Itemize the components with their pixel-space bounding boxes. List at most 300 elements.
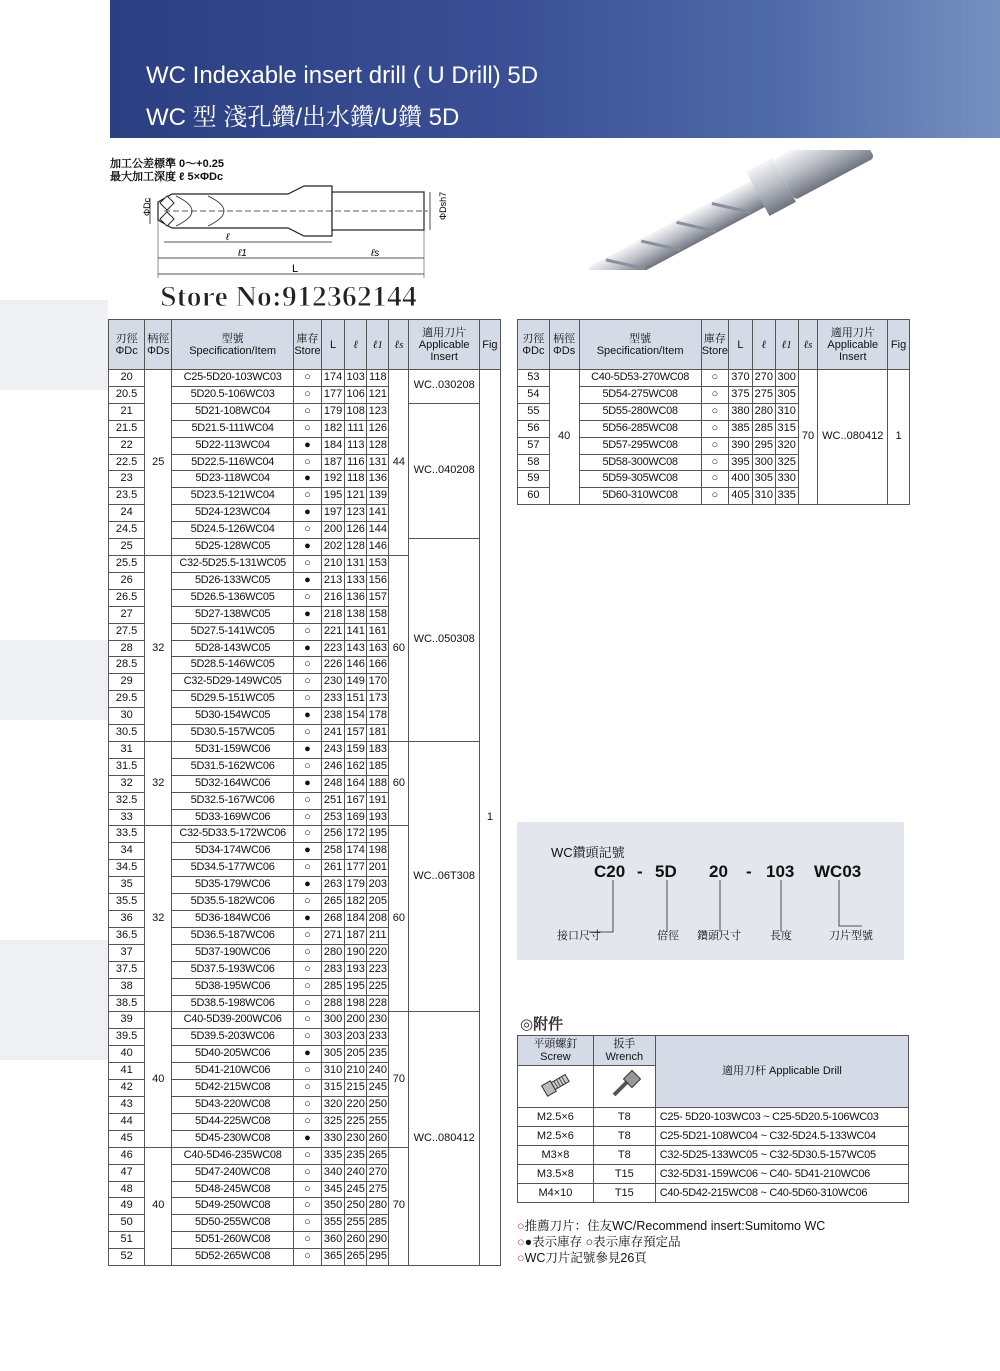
cell-l: 128 (345, 539, 367, 556)
cell-l1: 205 (367, 894, 389, 911)
cell-spec: 5D21-108WC04 (172, 403, 294, 420)
cell-dc: 26.5 (109, 589, 145, 606)
header-L: L (322, 320, 345, 370)
cell-L: 223 (322, 640, 345, 657)
background-stripe (0, 300, 108, 390)
spec-table-right (517, 319, 910, 505)
cell-L: 340 (322, 1164, 345, 1181)
cell-l: 136 (345, 589, 367, 606)
cell-dc: 31.5 (109, 758, 145, 775)
cell-l: 255 (345, 1215, 367, 1232)
cell-L: 265 (322, 894, 345, 911)
cell-spec: 5D21.5-111WC04 (172, 420, 294, 437)
cell-dc: 44 (109, 1113, 145, 1130)
cell-ds: 40 (549, 370, 579, 505)
cell-dc: 54 (518, 386, 550, 403)
cell-ds: 40 (145, 1147, 172, 1265)
cell-spec: 5D49-250WC08 (172, 1198, 294, 1215)
code-part-interface: C20 (594, 862, 626, 881)
header-applicable-drill: 適用刀杆 Applicable Drill (655, 1036, 908, 1108)
cell-l: 203 (345, 1029, 367, 1046)
cell-drill-range: C32-5D25-133WC05 ~ C32-5D30.5-157WC05 (655, 1146, 908, 1165)
cell-L: 305 (322, 1046, 345, 1063)
cell-l: 154 (345, 708, 367, 725)
cell-spec: 5D26.5-136WC05 (172, 589, 294, 606)
cell-spec: 5D48-245WC08 (172, 1181, 294, 1198)
cell-spec: 5D28-143WC05 (172, 640, 294, 657)
cell-dc: 22 (109, 437, 145, 454)
cell-L: 187 (322, 454, 345, 471)
accessory-row (518, 1127, 909, 1146)
cell-store: ○ (701, 454, 728, 471)
cell-l: 111 (345, 420, 367, 437)
cell-l1: 320 (775, 437, 798, 454)
cell-store: ○ (293, 386, 321, 403)
cell-l: 245 (345, 1181, 367, 1198)
table-header-row (518, 320, 910, 370)
header-fig: Fig (888, 320, 910, 370)
cell-store: ○ (293, 1080, 321, 1097)
table-header-row (109, 320, 501, 370)
cell-spec: 5D32-164WC06 (172, 775, 294, 792)
cell-spec: 5D23.5-121WC04 (172, 488, 294, 505)
cell-screw: M3×8 (518, 1146, 594, 1165)
cell-l: 118 (345, 471, 367, 488)
cell-spec: 5D44-225WC08 (172, 1113, 294, 1130)
cell-screw: M4×10 (518, 1184, 594, 1203)
cell-L: 177 (322, 386, 345, 403)
cell-l1: 170 (367, 674, 389, 691)
cell-dc: 35 (109, 877, 145, 894)
cell-L: 350 (322, 1198, 345, 1215)
cell-L: 238 (322, 708, 345, 725)
cell-store: ● (293, 1130, 321, 1147)
cell-store: ○ (293, 995, 321, 1012)
cell-l1: 141 (367, 505, 389, 522)
cell-L: 216 (322, 589, 345, 606)
cell-dc: 40 (109, 1046, 145, 1063)
screw-icon (535, 1069, 575, 1101)
cell-store: ○ (293, 1249, 321, 1266)
cell-spec: 5D37.5-193WC06 (172, 961, 294, 978)
cell-l: 149 (345, 674, 367, 691)
table-row (109, 741, 501, 758)
cell-l1: 255 (367, 1113, 389, 1130)
cell-l: 151 (345, 691, 367, 708)
cell-spec: 5D31-159WC06 (172, 741, 294, 758)
cell-l: 131 (345, 555, 367, 572)
cell-ds: 32 (145, 826, 172, 1012)
cell-dc: 38.5 (109, 995, 145, 1012)
label-l: ℓ (226, 232, 230, 243)
cell-spec: 5D55-280WC08 (579, 403, 701, 420)
code-part-insert: WC03 (814, 862, 862, 881)
cell-dc: 24 (109, 505, 145, 522)
cell-L: 330 (322, 1130, 345, 1147)
cell-store: ○ (701, 488, 728, 505)
cell-ls: 44 (389, 370, 409, 556)
cell-l: 305 (752, 471, 775, 488)
cell-spec: 5D24.5-126WC04 (172, 522, 294, 539)
cell-L: 268 (322, 911, 345, 928)
cell-spec: 5D27-138WC05 (172, 606, 294, 623)
cell-spec: 5D31.5-162WC06 (172, 758, 294, 775)
cell-dc: 26 (109, 572, 145, 589)
cell-l1: 275 (367, 1181, 389, 1198)
cell-l: 138 (345, 606, 367, 623)
cell-dc: 45 (109, 1130, 145, 1147)
cell-spec: 5D27.5-141WC05 (172, 623, 294, 640)
cell-spec: 5D33-169WC06 (172, 809, 294, 826)
cell-l1: 295 (367, 1249, 389, 1266)
cell-store: ○ (701, 386, 728, 403)
cell-spec: 5D22-113WC04 (172, 437, 294, 454)
cell-spec: 5D36.5-187WC06 (172, 927, 294, 944)
cell-dc: 21 (109, 403, 145, 420)
cell-l1: 280 (367, 1198, 389, 1215)
cell-l: 225 (345, 1113, 367, 1130)
cell-l: 280 (752, 403, 775, 420)
note-stock: ○●表示庫存 ○表示庫存預定品 (517, 1235, 681, 1249)
cell-L: 251 (322, 792, 345, 809)
cell-l1: 126 (367, 420, 389, 437)
cell-store: ● (293, 877, 321, 894)
cell-L: 355 (322, 1215, 345, 1232)
accessory-row (518, 1146, 909, 1165)
cell-l: 240 (345, 1164, 367, 1181)
cell-dc: 31 (109, 741, 145, 758)
cell-L: 253 (322, 809, 345, 826)
cell-drill-range: C25- 5D20-103WC03 ~ C25-5D20.5-106WC03 (655, 1108, 908, 1127)
cell-l1: 250 (367, 1096, 389, 1113)
cell-L: 195 (322, 488, 345, 505)
cell-store: ○ (293, 792, 321, 809)
cell-store: ● (293, 471, 321, 488)
cell-L: 375 (729, 386, 753, 403)
cell-ds: 32 (145, 741, 172, 826)
header-ls: ℓs (389, 320, 409, 370)
header-l1: ℓ1 (775, 320, 798, 370)
cell-L: 370 (729, 370, 753, 387)
cell-l1: 181 (367, 725, 389, 742)
cell-l1: 225 (367, 978, 389, 995)
cell-l: 159 (345, 741, 367, 758)
cell-l: 121 (345, 488, 367, 505)
cell-l: 215 (345, 1080, 367, 1097)
cell-l1: 163 (367, 640, 389, 657)
cell-store: ○ (293, 691, 321, 708)
cell-screw: M2.5×6 (518, 1108, 594, 1127)
header-spec: 型號 Specification/Item (172, 320, 294, 370)
cell-dc: 42 (109, 1080, 145, 1097)
cell-store: ○ (701, 437, 728, 454)
cell-L: 390 (729, 437, 753, 454)
cell-l1: 161 (367, 623, 389, 640)
spec-table-left (108, 319, 501, 1266)
header-L: L (729, 320, 753, 370)
cell-dc: 27.5 (109, 623, 145, 640)
cell-L: 218 (322, 606, 345, 623)
cell-store: ● (293, 775, 321, 792)
code-label-size: 鑽頭尺寸 (697, 930, 741, 942)
cell-spec: 5D39.5-203WC06 (172, 1029, 294, 1046)
cell-drill-range: C32-5D31-159WC06 ~ C40- 5D41-210WC06 (655, 1165, 908, 1184)
cell-l: 172 (345, 826, 367, 843)
cell-fig: 1 (888, 370, 910, 505)
cell-wrench: T8 (593, 1127, 655, 1146)
cell-l: 182 (345, 894, 367, 911)
cell-spec: 5D50-255WC08 (172, 1215, 294, 1232)
cell-l1: 260 (367, 1130, 389, 1147)
cell-ls: 60 (389, 826, 409, 1012)
code-label-length: 長度 (770, 930, 792, 942)
cell-store: ○ (293, 1215, 321, 1232)
cell-store: ○ (293, 1063, 321, 1080)
cell-l: 174 (345, 843, 367, 860)
cell-insert: WC..050308 (409, 539, 479, 742)
cell-store: ○ (293, 809, 321, 826)
store-watermark: Store No:912362144 (160, 280, 417, 313)
cell-l1: 285 (367, 1215, 389, 1232)
cell-L: 395 (729, 454, 753, 471)
cell-l1: 158 (367, 606, 389, 623)
background-stripe (0, 940, 108, 1060)
cell-spec: 5D57-295WC08 (579, 437, 701, 454)
cell-dc: 22.5 (109, 454, 145, 471)
cell-store: ○ (701, 403, 728, 420)
cell-L: 184 (322, 437, 345, 454)
notes (517, 1218, 825, 1266)
header-insert: 適用刀片 Applicable Insert (409, 320, 479, 370)
cell-dc: 39 (109, 1012, 145, 1029)
cell-store: ○ (293, 826, 321, 843)
cell-l: 179 (345, 877, 367, 894)
cell-dc: 56 (518, 420, 550, 437)
cell-l1: 157 (367, 589, 389, 606)
cell-dc: 28 (109, 640, 145, 657)
cell-store: ● (293, 539, 321, 556)
cell-wrench: T8 (593, 1146, 655, 1165)
cell-L: 174 (322, 370, 345, 387)
cell-l1: 185 (367, 758, 389, 775)
table-row (109, 370, 501, 387)
header-dc: 刃徑 ΦDc (518, 320, 550, 370)
cell-l: 162 (345, 758, 367, 775)
cell-l1: 233 (367, 1029, 389, 1046)
cell-l: 187 (345, 927, 367, 944)
cell-l1: 240 (367, 1063, 389, 1080)
cell-l1: 136 (367, 471, 389, 488)
cell-spec: 5D22.5-116WC04 (172, 454, 294, 471)
cell-insert: WC..030208 (409, 370, 479, 404)
cell-dc: 52 (109, 1249, 145, 1266)
cell-store: ○ (293, 420, 321, 437)
accessories-table (517, 1035, 909, 1203)
cell-screw: M2.5×6 (518, 1127, 594, 1146)
cell-store: ○ (293, 1096, 321, 1113)
cell-store: ● (293, 505, 321, 522)
cell-ds: 25 (145, 370, 172, 556)
cell-spec: C40-5D53-270WC08 (579, 370, 701, 387)
table-row (518, 370, 910, 387)
header-fig: Fig (479, 320, 500, 370)
cell-store: ● (293, 606, 321, 623)
label-l1: ℓ1 (238, 248, 247, 259)
cell-l: 260 (345, 1232, 367, 1249)
code-part-ratio: 5D (655, 862, 677, 881)
header-store: 庫存 Store (293, 320, 321, 370)
cell-spec: 5D35-179WC06 (172, 877, 294, 894)
cell-L: 365 (322, 1249, 345, 1266)
cell-dc: 24.5 (109, 522, 145, 539)
cell-L: 335 (322, 1147, 345, 1164)
cell-dc: 32 (109, 775, 145, 792)
cell-L: 263 (322, 877, 345, 894)
cell-dc: 51 (109, 1232, 145, 1249)
code-part-dash: - (746, 862, 752, 881)
cell-spec: 5D38-195WC06 (172, 978, 294, 995)
cell-L: 405 (729, 488, 753, 505)
header-banner (110, 0, 1000, 138)
cell-L: 315 (322, 1080, 345, 1097)
cell-L: 226 (322, 657, 345, 674)
cell-dc: 21.5 (109, 420, 145, 437)
cell-ds: 40 (145, 1012, 172, 1147)
cell-store: ● (293, 708, 321, 725)
cell-l: 200 (345, 1012, 367, 1029)
cell-store: ○ (701, 370, 728, 387)
cell-dc: 55 (518, 403, 550, 420)
cell-l1: 193 (367, 809, 389, 826)
cell-l1: 335 (775, 488, 798, 505)
cell-store: ● (293, 1046, 321, 1063)
cell-drill-range: C40-5D42-215WC08 ~ C40-5D60-310WC06 (655, 1184, 908, 1203)
cell-L: 182 (322, 420, 345, 437)
cell-l: 126 (345, 522, 367, 539)
cell-l1: 203 (367, 877, 389, 894)
cell-L: 380 (729, 403, 753, 420)
cell-L: 256 (322, 826, 345, 843)
cell-l1: 290 (367, 1232, 389, 1249)
cell-store: ○ (293, 1012, 321, 1029)
note-reference: ○WC刀片記號參見26頁 (517, 1251, 647, 1265)
header-spec: 型號 Specification/Item (579, 320, 701, 370)
cell-l1: 300 (775, 370, 798, 387)
cell-l: 220 (345, 1096, 367, 1113)
cell-insert: WC..06T308 (409, 741, 479, 1012)
cell-store: ○ (293, 961, 321, 978)
cell-ls: 60 (389, 555, 409, 741)
cell-l1: 146 (367, 539, 389, 556)
cell-ls: 70 (798, 370, 818, 505)
cell-dc: 33 (109, 809, 145, 826)
cell-store: ● (293, 572, 321, 589)
cell-spec: 5D30-154WC05 (172, 708, 294, 725)
cell-dc: 53 (518, 370, 550, 387)
cell-l1: 228 (367, 995, 389, 1012)
cell-spec: 5D37-190WC06 (172, 944, 294, 961)
cell-l1: 183 (367, 741, 389, 758)
cell-L: 192 (322, 471, 345, 488)
cell-L: 280 (322, 944, 345, 961)
background-stripe (0, 640, 108, 720)
cell-spec: 5D29.5-151WC05 (172, 691, 294, 708)
cell-spec: 5D20.5-106WC03 (172, 386, 294, 403)
max-depth-text: 最大加工深度 ℓ 5×ΦDc (110, 171, 224, 183)
cell-l1: 310 (775, 403, 798, 420)
code-part-dash: - (637, 862, 643, 881)
header-l: ℓ (345, 320, 367, 370)
cell-dc: 57 (518, 437, 550, 454)
cell-l1: 131 (367, 454, 389, 471)
cell-l1: 211 (367, 927, 389, 944)
cell-l: 285 (752, 420, 775, 437)
cell-spec: C25-5D20-103WC03 (172, 370, 294, 387)
accessories-header-row (518, 1036, 909, 1066)
title-chinese: WC 型 淺孔鑽/出水鑽/U鑽 5D (146, 104, 460, 131)
cell-l: 164 (345, 775, 367, 792)
cell-dc: 29.5 (109, 691, 145, 708)
cell-store: ○ (293, 1113, 321, 1130)
cell-store: ● (293, 741, 321, 758)
cell-l: 146 (345, 657, 367, 674)
cell-dc: 36 (109, 911, 145, 928)
cell-dc: 50 (109, 1215, 145, 1232)
cell-l: 108 (345, 403, 367, 420)
cell-l: 235 (345, 1147, 367, 1164)
cell-l: 295 (752, 437, 775, 454)
cell-insert: WC..080412 (818, 370, 888, 505)
cell-l1: 208 (367, 911, 389, 928)
cell-dc: 33.5 (109, 826, 145, 843)
cell-dc: 47 (109, 1164, 145, 1181)
cell-store: ○ (293, 860, 321, 877)
cell-L: 213 (322, 572, 345, 589)
cell-L: 310 (322, 1063, 345, 1080)
cell-l1: 123 (367, 403, 389, 420)
cell-store: ○ (293, 403, 321, 420)
cell-store: ○ (293, 674, 321, 691)
cell-dc: 36.5 (109, 927, 145, 944)
cell-spec: 5D56-285WC08 (579, 420, 701, 437)
cell-L: 360 (322, 1232, 345, 1249)
cell-L: 258 (322, 843, 345, 860)
cell-l1: 191 (367, 792, 389, 809)
header-ls: ℓs (798, 320, 818, 370)
cell-l: 116 (345, 454, 367, 471)
header-ds: 柄徑 ΦDs (549, 320, 579, 370)
cell-store: ○ (293, 1181, 321, 1198)
wrench-icon (604, 1069, 644, 1101)
header-insert: 適用刀片 Applicable Insert (818, 320, 888, 370)
cell-store: ○ (293, 623, 321, 640)
cell-l: 113 (345, 437, 367, 454)
cell-dc: 25.5 (109, 555, 145, 572)
cell-ds: 32 (145, 555, 172, 741)
cell-spec: 5D38.5-198WC06 (172, 995, 294, 1012)
cell-l1: 220 (367, 944, 389, 961)
cell-insert: WC..080412 (409, 1012, 479, 1266)
code-legend-box (517, 822, 904, 960)
cell-l: 133 (345, 572, 367, 589)
cell-l: 184 (345, 911, 367, 928)
cell-ls: 70 (389, 1147, 409, 1265)
cell-l: 205 (345, 1046, 367, 1063)
cell-dc: 35.5 (109, 894, 145, 911)
accessory-row (518, 1184, 909, 1203)
cell-spec: 5D47-240WC08 (172, 1164, 294, 1181)
cell-l1: 188 (367, 775, 389, 792)
